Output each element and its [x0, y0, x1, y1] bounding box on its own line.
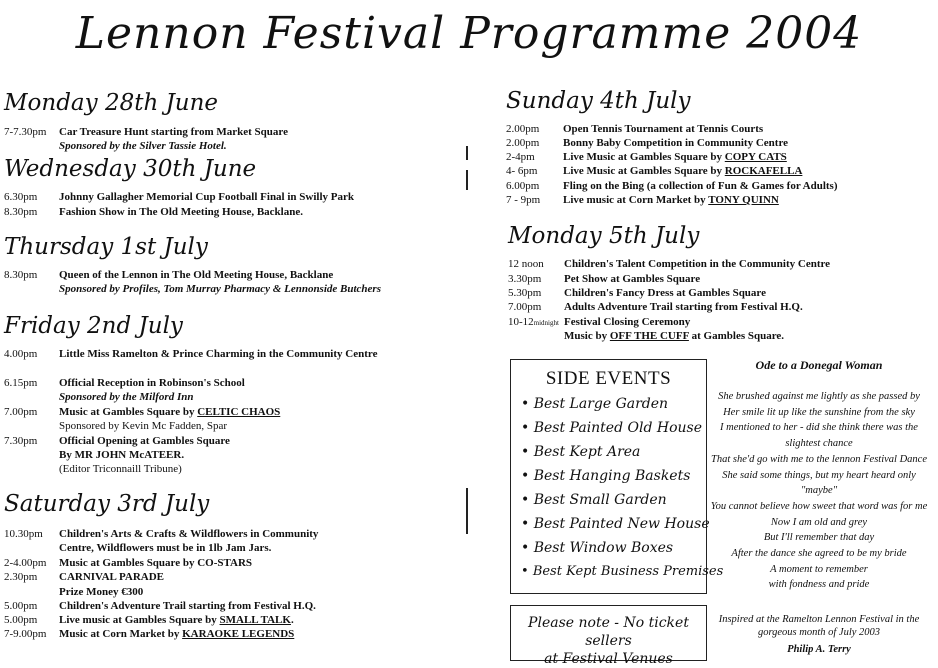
event-time: 3.30pm — [508, 273, 542, 285]
bullet-icon: • — [521, 468, 530, 484]
event-desc: CARNIVAL PARADE — [59, 571, 165, 583]
event-desc-line2: By MR JOHN McATEER. — [59, 449, 185, 461]
event-desc: Pet Show at Gambles Square — [564, 273, 701, 285]
event-desc: Car Treasure Hunt starting from Market Square — [59, 126, 288, 138]
event-time: 2.00pm — [506, 123, 540, 135]
event-desc — [59, 406, 280, 419]
event-desc: Queen of the Lennon in The Old Meeting House, Backlane — [59, 269, 334, 281]
event-time: 12 noon — [508, 258, 544, 270]
act-name: TONY QUINN — [708, 194, 779, 206]
act-name: ROCKAFELLA — [724, 165, 803, 177]
event-desc-text: Live Music at Gambles Square by — [563, 165, 725, 177]
event-sponsor: Sponsored by the Milford Inn — [59, 391, 194, 403]
event-desc-tail: at Gambles Square. — [688, 330, 785, 342]
event-time-text: 10-12 — [508, 316, 534, 328]
event-time: 5.00pm — [4, 600, 38, 612]
event-time: 8.30pm — [4, 206, 38, 218]
page-title: Lennon Festival Programme 2004 — [75, 8, 863, 59]
event-row — [4, 406, 474, 434]
event-time: 7 - 9pm — [506, 194, 541, 206]
poem-line: I mentioned to her - did she think there was the — [720, 422, 918, 434]
act-name: OFF THE CUFF — [609, 330, 689, 342]
side-event-item — [521, 396, 668, 412]
poem-line: "maybe" — [800, 485, 838, 497]
event-row — [508, 301, 928, 314]
event-desc — [59, 614, 294, 627]
poem-body — [706, 389, 932, 593]
event-row — [506, 194, 926, 207]
event-row — [4, 377, 474, 405]
event-time-suffix: midnight — [533, 319, 559, 327]
side-events-title: SIDE EVENTS — [545, 368, 672, 389]
event-desc: Fling on the Bing (a collection of Fun & Games for Adults) — [563, 180, 838, 192]
event-time: 6.30pm — [4, 191, 38, 203]
side-event-label: Best Kept Business Premises — [532, 564, 724, 579]
event-desc: Fashion Show in The Old Meeting House, Backlane. — [59, 206, 303, 218]
poem-line: She brushed against me lightly as she passed by — [718, 391, 920, 402]
event-row — [4, 571, 474, 599]
event-desc: Johnny Gallagher Memorial Cup Football Final in Swilly Park — [59, 191, 354, 203]
act-name: CELTIC CHAOS — [197, 406, 281, 418]
event-time: 4- 6pm — [506, 165, 538, 177]
act-name: KARAOKE LEGENDS — [182, 628, 295, 640]
event-desc: Children's Adventure Trail starting from Festival H.Q. — [59, 600, 316, 612]
side-event-label: Best Hanging Baskets — [533, 468, 691, 484]
ticket-note-line2: at Festival Venues — [544, 651, 673, 667]
side-event-item — [521, 516, 710, 532]
bullet-icon: • — [521, 492, 530, 508]
event-desc-line2: Centre, Wildflowers must be in 1lb Jam Jars. — [59, 542, 272, 554]
day-heading-friday-2: Friday 2nd July — [4, 313, 183, 339]
event-row — [4, 614, 474, 627]
event-desc-text: Music at Corn Market by — [59, 628, 183, 640]
side-event-item — [521, 444, 640, 460]
event-time: 4.00pm — [4, 348, 38, 360]
bullet-icon: • — [521, 540, 530, 556]
event-desc: Bonny Baby Competition in Community Centre — [563, 137, 789, 149]
event-desc-line2 — [564, 330, 784, 343]
side-event-label: Best Window Boxes — [533, 540, 674, 556]
side-event-label: Best Painted New House — [533, 516, 710, 532]
poem-line: She said some things, but my heart heard only — [722, 469, 916, 481]
event-row — [506, 180, 926, 193]
event-desc — [563, 165, 802, 178]
event-time: 2-4.00pm — [4, 557, 47, 569]
act-name: SMALL TALK — [219, 614, 291, 626]
poem-line: That she'd go with me to the lennon Festival Dance — [710, 453, 927, 465]
event-desc-text: Live Music at Gambles Square by — [563, 151, 725, 163]
poem-title: Ode to a Donegal Woman — [755, 358, 883, 372]
event-time: 5.00pm — [4, 614, 38, 626]
event-row — [4, 348, 474, 361]
bullet-icon: • — [521, 444, 530, 460]
event-row — [508, 258, 928, 271]
event-desc: Children's Talent Competition in the Community Centre — [564, 258, 831, 270]
side-events-box — [510, 359, 724, 594]
event-desc: Music at Gambles Square by CO-STARS — [59, 557, 253, 569]
event-sponsor: Sponsored by the Silver Tassie Hotel. — [59, 140, 227, 152]
event-row — [506, 123, 926, 136]
event-row — [4, 435, 474, 477]
event-time: 7-9.00pm — [4, 628, 47, 640]
event-row — [506, 165, 926, 178]
ticket-note-box — [510, 605, 707, 667]
day-heading-wednesday-30: Wednesday 30th June — [4, 156, 257, 182]
day-heading-thursday-1: Thursday 1st July — [4, 234, 208, 260]
act-name: COPY CATS — [724, 151, 787, 163]
side-event-item — [521, 468, 690, 484]
divider-mark — [466, 488, 468, 534]
ticket-note-line1: Please note - No ticket sellers — [528, 615, 689, 649]
event-desc-line3: (Editor Triconnaill Tribune) — [59, 463, 182, 475]
event-row — [508, 287, 928, 300]
event-time: 6.15pm — [4, 377, 38, 389]
side-event-label: Best Small Garden — [533, 492, 667, 508]
event-desc-text: Music by — [564, 330, 610, 342]
poem-footer — [706, 613, 932, 639]
event-desc-line2: Prize Money €300 — [59, 586, 144, 598]
side-event-item — [521, 420, 702, 436]
day-heading-sunday-4: Sunday 4th July — [506, 88, 691, 114]
poem-line: Her smile lit up like the sunshine from the sky — [723, 406, 915, 418]
bullet-icon: • — [521, 396, 530, 412]
poem-footer-line2: gorgeous month of July 2003 — [757, 627, 881, 638]
event-time: 2-4pm — [506, 151, 535, 163]
event-row — [506, 151, 926, 164]
poem-line: Now I am old and grey — [770, 516, 868, 528]
event-row — [4, 191, 474, 204]
event-desc-text: Music at Gambles Square by — [59, 406, 198, 418]
side-event-item — [521, 540, 673, 556]
day-heading-saturday-3: Saturday 3rd July — [4, 491, 210, 517]
event-desc-tail: . — [290, 614, 294, 626]
event-time: 8.30pm — [4, 269, 38, 281]
poem-line: A moment to remember — [770, 563, 868, 575]
event-row — [506, 137, 926, 150]
event-row — [4, 206, 474, 219]
event-time: 7.00pm — [508, 301, 542, 313]
day-heading-monday-28: Monday 28th June — [4, 90, 219, 116]
event-time: 7.30pm — [4, 435, 38, 447]
event-time: 10.30pm — [4, 528, 43, 540]
poem-line: with fondness and pride — [768, 579, 870, 591]
side-event-item — [521, 492, 667, 508]
ticket-note — [511, 614, 706, 668]
event-desc: Official Reception in Robinson's School — [59, 377, 245, 389]
event-time: 2.30pm — [4, 571, 38, 583]
event-row — [4, 600, 474, 613]
event-desc-text: Live music at Corn Market by — [563, 194, 709, 206]
side-event-label: Best Large Garden — [533, 396, 669, 412]
event-row — [4, 126, 474, 154]
event-row — [4, 528, 474, 556]
side-event-label: Best Kept Area — [533, 444, 641, 460]
event-time: 7-7.30pm — [4, 126, 47, 138]
event-desc — [563, 194, 779, 207]
event-desc: Official Opening at Gambles Square — [59, 435, 230, 447]
divider-mark — [466, 170, 468, 190]
event-time: 5.30pm — [508, 287, 542, 299]
bullet-icon: • — [521, 564, 529, 579]
bullet-icon: • — [521, 516, 530, 532]
event-time: 7.00pm — [4, 406, 38, 418]
poem-line: But I'll remember that day — [763, 532, 875, 544]
poem-line: After the dance she agreed to be my bride — [731, 548, 907, 560]
day-heading-monday-5: Monday 5th July — [508, 223, 700, 249]
poem-footer-line1: Inspired at the Ramelton Lennon Festival in the — [718, 614, 920, 625]
event-desc: Festival Closing Ceremony — [564, 316, 691, 328]
event-desc-text: Live music at Gambles Square by — [59, 614, 220, 626]
bullet-icon: • — [521, 420, 530, 436]
event-desc: Adults Adventure Trail starting from Festival H.Q. — [564, 301, 803, 313]
event-desc — [563, 151, 787, 164]
event-time: 2.00pm — [506, 137, 540, 149]
divider-mark — [466, 146, 468, 160]
event-sponsor: Sponsored by Kevin Mc Fadden, Spar — [59, 420, 228, 432]
event-sponsor: Sponsored by Profiles, Tom Murray Pharmacy & Lennonside Butchers — [59, 283, 381, 295]
event-row — [4, 269, 474, 297]
poem-author: Philip A. Terry — [787, 644, 851, 655]
poem-line: slightest chance — [785, 438, 853, 450]
event-row — [508, 316, 928, 344]
event-time: 6.00pm — [506, 180, 540, 192]
event-row — [4, 557, 474, 570]
event-row — [4, 628, 474, 641]
event-desc: Open Tennis Tournament at Tennis Courts — [563, 123, 764, 135]
event-time — [508, 316, 559, 330]
poem-line: You cannot believe how sweet that word was for me — [710, 500, 928, 512]
event-row — [508, 273, 928, 286]
event-desc: Children's Arts & Crafts & Wildflowers in Community — [59, 528, 319, 540]
side-event-label: Best Painted Old House — [533, 420, 702, 436]
event-desc: Children's Fancy Dress at Gambles Square — [564, 287, 766, 299]
event-desc — [59, 628, 294, 641]
event-desc: Little Miss Ramelton & Prince Charming in the Community Centre — [59, 348, 378, 360]
side-event-item — [521, 564, 723, 579]
